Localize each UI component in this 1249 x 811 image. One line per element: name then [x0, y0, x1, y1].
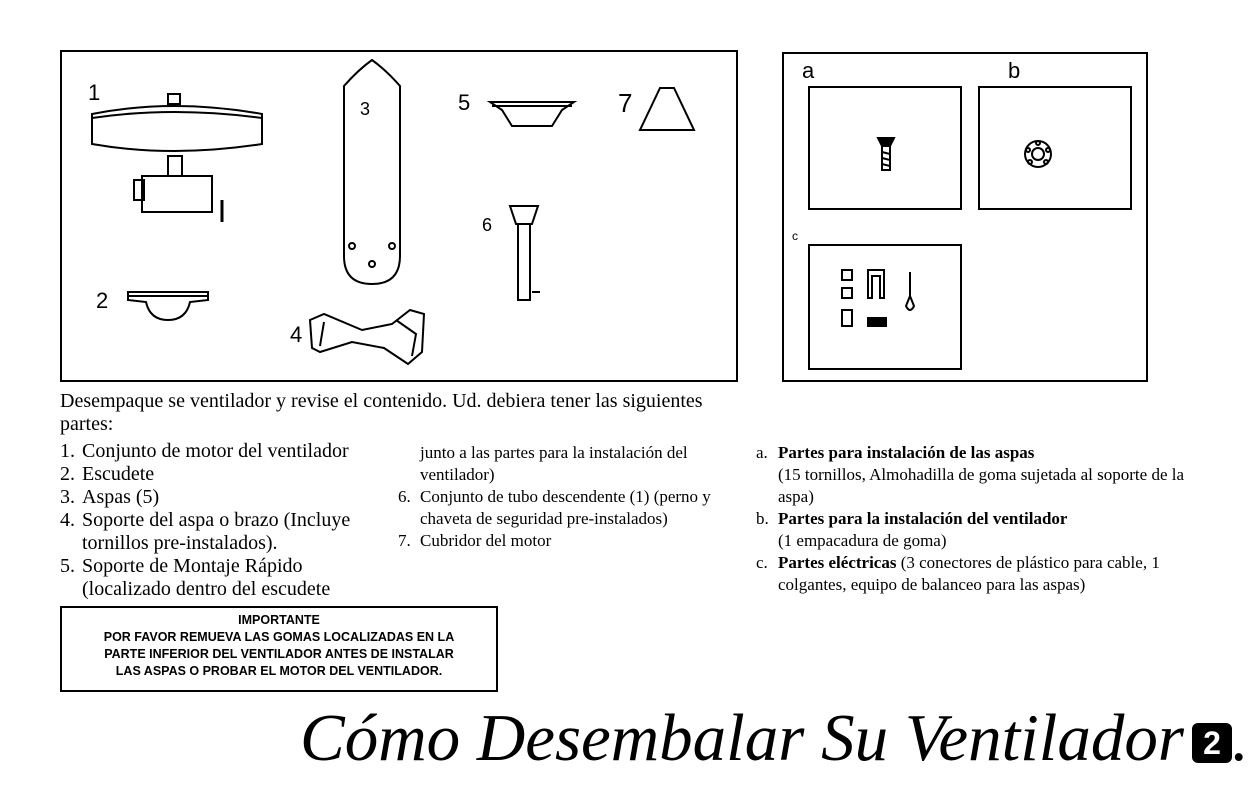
list-item: 6. Conjunto de tubo descendente (1) (perno y chaveta de seguridad pre-instalados) — [398, 487, 711, 528]
list-item: junto a las partes para la instalación del ventilador) — [420, 443, 688, 484]
parts-drawing — [62, 52, 740, 384]
motor-assembly-icon — [92, 94, 262, 222]
important-notice — [60, 606, 498, 692]
downrod-icon — [510, 206, 540, 300]
important-line: LAS ASPAS O PROBAR EL MOTOR DEL VENTILADOR. — [115, 664, 443, 678]
canopy-icon — [128, 292, 208, 320]
step-badge: 2 — [1192, 723, 1232, 763]
hardware-label-a: a — [802, 58, 815, 83]
motor-cover-icon — [640, 88, 694, 130]
mounting-bracket-icon — [490, 102, 574, 126]
list-item: 1. Conjunto de motor del ventilador — [60, 440, 349, 462]
hardware-panel-c — [808, 244, 962, 370]
list-item: 5. Soporte de Montaje Rápido (localizado dentro del escudete — [60, 555, 331, 600]
figure-label-5: 5 — [458, 90, 471, 115]
intro-text: Desempaque se ventilador y revise el contenido. Ud. debiera tener las siguientes partes: — [60, 390, 703, 435]
hardware-label-b: b — [1008, 58, 1021, 83]
hardware-panel-b — [978, 86, 1132, 210]
rubber-gasket-icon — [980, 88, 1134, 212]
blade-icon — [344, 60, 400, 284]
important-heading: IMPORTANTE — [238, 613, 320, 627]
figure-label-4: 4 — [290, 322, 303, 347]
parts-list — [60, 440, 380, 601]
list-item: b. Partes para la instalación del ventilador (1 empacadura de goma) — [756, 509, 1068, 550]
parts-figure — [60, 50, 738, 382]
figure-label-6: 6 — [482, 215, 493, 235]
list-item: c. Partes eléctricas (3 conectores de plástico para cable, 1 colgantes, equipo de balanceo para las aspas) — [756, 553, 1160, 594]
list-item: a. Partes para instalación de las aspas (15 tornillos, Almohadilla de goma sujetada al soporte de la aspa) — [756, 443, 1185, 506]
hardware-list — [756, 442, 1211, 596]
list-item: 2. Escudete — [60, 463, 155, 485]
electrical-parts-icon — [810, 246, 964, 372]
hardware-figure — [782, 52, 1148, 382]
blade-arm-icon — [310, 310, 424, 364]
list-item: 3. Aspas (5) — [60, 486, 160, 508]
figure-label-1: 1 — [88, 80, 101, 105]
figure-label-3: 3 — [360, 99, 371, 119]
hardware-label-c: c — [792, 229, 798, 243]
page-title: Cómo Desembalar Su Ventilador 2 . — [300, 701, 1249, 775]
screw-icon — [810, 88, 964, 212]
figure-label-7: 7 — [618, 88, 633, 118]
hardware-panel-a — [808, 86, 962, 210]
list-item: 7. Cubridor del motor — [398, 531, 552, 550]
parts-list-continued — [398, 442, 718, 552]
list-item: 4. Soporte del aspa o brazo (Incluye tornillos pre-instalados). — [60, 509, 351, 554]
important-line: POR FAVOR REMUEVA LAS GOMAS LOCALIZADAS EN LA — [103, 630, 455, 644]
figure-label-2: 2 — [96, 288, 109, 313]
important-line: PARTE INFERIOR DEL VENTILADOR ANTES DE INSTALAR — [104, 647, 454, 661]
